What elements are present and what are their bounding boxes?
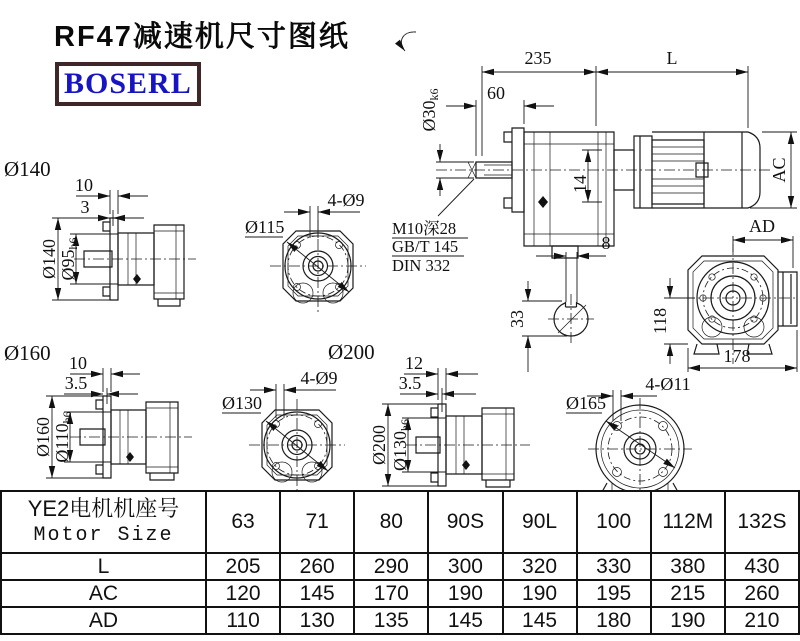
- value-cell: 260: [725, 580, 799, 607]
- dim-12-label: 12: [405, 353, 423, 373]
- value-cell: 145: [428, 607, 502, 634]
- value-cell: 170: [354, 580, 428, 607]
- flange130-drawing: [222, 368, 345, 491]
- motor-dimension-table: [0, 490, 800, 635]
- dim-35b-label: 3.5: [398, 373, 422, 393]
- header-motor-size-cell: [1, 491, 206, 553]
- dim-33-label: 33: [507, 310, 527, 328]
- value-cell: 290: [354, 553, 428, 580]
- dim-4xd11-label: 4-Ø11: [645, 374, 691, 394]
- dim-118-label: 118: [650, 307, 670, 335]
- motor-size-cell: 132S: [725, 491, 799, 553]
- motor-size-cell: 90L: [503, 491, 577, 553]
- motor-size-cell: 112M: [651, 491, 725, 553]
- header-cn: YE2电机机座号: [27, 496, 180, 521]
- dim-8-label: 8: [601, 233, 611, 253]
- rear-view-drawing: [650, 244, 797, 372]
- value-cell: 380: [651, 553, 725, 580]
- value-cell: 320: [503, 553, 577, 580]
- motor-size-cell: 100: [577, 491, 651, 553]
- dim-dia115-label: Ø115: [245, 217, 285, 237]
- note-thread: M10深28: [392, 219, 457, 238]
- dim-dia160-label: Ø160: [33, 417, 53, 457]
- flange160-drawing: [4, 341, 192, 480]
- dim-dia130-label: Ø130: [222, 393, 262, 413]
- value-cell: 300: [428, 553, 502, 580]
- value-cell: 190: [428, 580, 502, 607]
- value-cell: 190: [503, 580, 577, 607]
- flange115-drawing: [245, 190, 366, 314]
- keyway-section-drawing: [507, 233, 611, 372]
- table-row-AC: [1, 580, 799, 607]
- table-row-AD: [1, 607, 799, 634]
- header-en: Motor Size: [33, 524, 174, 547]
- table-row-L: [1, 553, 799, 580]
- value-cell: 215: [651, 580, 725, 607]
- dim-4xd9-label: 4-Ø9: [327, 190, 365, 210]
- dim-10b-label: 10: [69, 353, 87, 373]
- motor-size-cell: 80: [354, 491, 428, 553]
- note-gb-standard: GB/T 145: [392, 237, 459, 256]
- side-view-drawing: [392, 32, 797, 275]
- dim-dia110-label: Ø110h6: [52, 411, 74, 463]
- value-cell: 195: [577, 580, 651, 607]
- flange200-label: Ø200: [328, 340, 375, 364]
- value-cell: 110: [206, 607, 280, 634]
- value-cell: 330: [577, 553, 651, 580]
- dim-dia200-label: Ø200: [369, 425, 389, 465]
- motor-size-cell: 63: [206, 491, 280, 553]
- dim-AC-label: AC: [769, 157, 789, 183]
- note-din-standard: DIN 332: [392, 256, 451, 275]
- page-title: RF47减速机尺寸图纸: [54, 21, 350, 53]
- motor-size-cell: 90S: [428, 491, 502, 553]
- row-label-cell: AD: [1, 607, 206, 634]
- dim-60-label: 60: [487, 83, 505, 103]
- row-label-cell: AC: [1, 580, 206, 607]
- value-cell: 145: [503, 607, 577, 634]
- dim-dia140-label: Ø140: [39, 239, 59, 279]
- value-cell: 120: [206, 580, 280, 607]
- table-header-row: [1, 491, 799, 553]
- flange140-drawing: [4, 157, 196, 306]
- dim-dia165-label: Ø165: [566, 393, 606, 413]
- flange140-label: Ø140: [4, 157, 51, 181]
- dim-dia130h6-label: Ø130h6: [390, 419, 412, 471]
- dim-L-label: L: [666, 48, 678, 68]
- value-cell: 130: [280, 607, 354, 634]
- value-cell: 180: [577, 607, 651, 634]
- dim-178-label: 178: [723, 346, 751, 366]
- value-cell: 260: [280, 553, 354, 580]
- dim-AD-label: AD: [749, 216, 775, 236]
- flange165-drawing: [566, 374, 692, 492]
- value-cell: 190: [651, 607, 725, 634]
- dim-shaft-dia-label: Ø30k6: [419, 88, 441, 132]
- value-cell: 205: [206, 553, 280, 580]
- motor-size-cell: 71: [280, 491, 354, 553]
- value-cell: 210: [725, 607, 799, 634]
- brand-logo: BOSERL: [55, 62, 201, 106]
- dim-35a-label: 3.5: [64, 373, 88, 393]
- value-cell: 430: [725, 553, 799, 580]
- dim-10-label: 10: [75, 175, 93, 195]
- dim-3-label: 3: [80, 197, 90, 217]
- dim-14-label: 14: [570, 175, 590, 193]
- flange160-label: Ø160: [4, 341, 51, 365]
- row-label-cell: L: [1, 553, 206, 580]
- value-cell: 145: [280, 580, 354, 607]
- value-cell: 135: [354, 607, 428, 634]
- dim-235-label: 235: [524, 48, 552, 68]
- dim-dia95-label: Ø95h6: [58, 237, 80, 281]
- dim-4xd9b-label: 4-Ø9: [300, 368, 338, 388]
- flange200-drawing: [328, 340, 530, 487]
